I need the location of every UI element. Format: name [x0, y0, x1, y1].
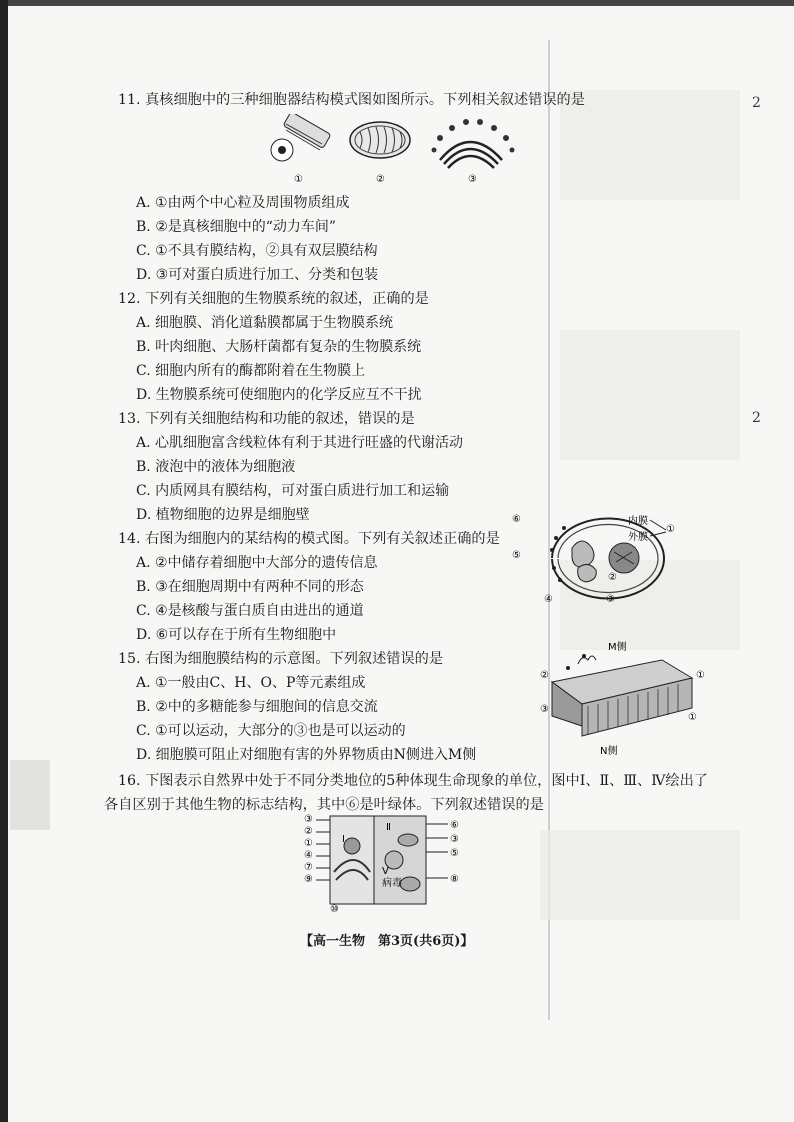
q13-option-a: A. 心肌细胞富含线粒体有利于其进行旺盛的代谢活动: [136, 435, 464, 451]
fig-label: ④: [544, 594, 553, 605]
q11-option-d: D. ③可对蛋白质进行加工、分类和包装: [136, 267, 379, 283]
fig-label: ②: [376, 174, 385, 185]
fig-label: ②: [304, 826, 313, 837]
fig-label: ②: [540, 670, 549, 681]
fig-label: ⑥: [450, 820, 459, 831]
question-14-stem: 14. 右图为细胞内的某结构的模式图。下列有关叙述正确的是: [118, 531, 500, 547]
fig-label: ⑧: [450, 874, 459, 885]
q14-option-d: D. ⑥可以存在于所有生物细胞中: [136, 627, 337, 643]
q13-option-d: D. 植物细胞的边界是细胞壁: [136, 507, 310, 523]
q12-option-d: D. 生物膜系统可使细胞内的化学反应互不干扰: [136, 387, 422, 403]
fig-label: ③: [450, 834, 459, 845]
fig-label: 外膜: [628, 532, 648, 543]
golgi-drawing: [432, 119, 515, 168]
q15-option-a: A. ①一般由C、H、O、P等元素组成: [136, 675, 366, 691]
q12-option-b: B. 叶肉细胞、大肠杆菌都有复杂的生物膜系统: [136, 339, 422, 355]
fig-label: 内膜: [628, 516, 648, 527]
fig-label: ①: [666, 524, 675, 535]
q12-option-a: A. 细胞膜、消化道黏膜都属于生物膜系统: [136, 315, 394, 331]
q14-option-c: C. ④是核酸与蛋白质自由进出的通道: [136, 603, 364, 619]
q13-option-b: B. 液泡中的液体为细胞液: [136, 459, 296, 475]
fig-label: ①: [304, 838, 313, 849]
q11-organelles-figure: [262, 114, 532, 186]
bleed-through-region: [560, 330, 740, 460]
q11-option-b: B. ②是真核细胞中的“动力车间”: [136, 219, 337, 235]
edge-mark: 2: [752, 95, 761, 111]
roman-label: Ⅰ: [342, 834, 345, 845]
q15-option-d: D. 细胞膜可阻止对细胞有害的外界物质由N侧进入M侧: [136, 747, 477, 763]
fig-label: N侧: [600, 746, 618, 757]
roman-label: Ⅱ: [386, 822, 391, 833]
fig-label: ④: [304, 850, 313, 861]
question-12-stem: 12. 下列有关细胞的生物膜系统的叙述，正确的是: [118, 291, 429, 307]
fig-label: M侧: [608, 642, 627, 653]
fig-label: ③: [304, 814, 313, 825]
question-16-stem-line-1: 16. 下图表示自然界中处于不同分类地位的5种体现生命现象的单位，图中Ⅰ、Ⅱ、Ⅲ、Ⅳ绘出了: [118, 773, 708, 789]
fig-label: ②: [608, 572, 617, 583]
fig-label: ⑩: [330, 904, 339, 914]
question-16-stem-line-2: 各自区别于其他生物的标志结构，其中⑥是叶绿体。下列叙述错误的是: [104, 797, 544, 813]
q15-option-b: B. ②中的多糖能参与细胞间的信息交流: [136, 699, 378, 715]
scan-edge-top: [0, 0, 794, 6]
q14-nucleus-figure: [512, 508, 682, 608]
fig-label: ①: [688, 712, 697, 723]
question-15-stem: 15. 右图为细胞膜结构的示意图。下列叙述错误的是: [118, 651, 444, 667]
q11-option-a: A. ①由两个中心粒及周围物质组成: [136, 195, 350, 211]
virus-label: 病毒: [382, 878, 402, 889]
fig-label: ③: [606, 594, 615, 605]
bleed-through-region: [10, 760, 50, 830]
q15-option-c: C. ①可以运动，大部分的③也是可以运动的: [136, 723, 406, 739]
page-footer: 【高一生物 第3页(共6页)】: [300, 934, 474, 949]
fig-label: ①: [294, 174, 303, 185]
fig-label: ③: [540, 704, 549, 715]
question-11-stem: 11. 真核细胞中的三种细胞器结构模式图如图所示。下列相关叙述错误的是: [118, 92, 585, 108]
roman-label: Ⅴ: [382, 866, 389, 877]
fig-label: ⑨: [304, 874, 313, 885]
scan-edge-left: [0, 0, 8, 1122]
q12-option-c: C. 细胞内所有的酶都附着在生物膜上: [136, 363, 366, 379]
fig-label: ③: [468, 174, 477, 185]
edge-mark: 2: [752, 410, 761, 426]
q14-option-a: A. ②中储存着细胞中大部分的遗传信息: [136, 555, 378, 571]
q14-option-b: B. ③在细胞周期中有两种不同的形态: [136, 579, 364, 595]
mitochondrion-drawing: [350, 122, 410, 158]
q15-membrane-figure: [538, 638, 708, 758]
q16-cells-figure: [300, 810, 470, 914]
bleed-through-region: [540, 830, 740, 920]
centriole-drawing: [271, 114, 331, 161]
bleed-through-region: [560, 90, 740, 200]
fig-label: ⑤: [450, 848, 459, 859]
q11-option-c: C. ①不具有膜结构，②具有双层膜结构: [136, 243, 378, 259]
question-13-stem: 13. 下列有关细胞结构和功能的叙述，错误的是: [118, 411, 415, 427]
fig-label: ⑤: [512, 550, 521, 561]
fig-label: ⑦: [304, 862, 313, 873]
fig-label: ⑥: [512, 514, 521, 525]
q13-option-c: C. 内质网具有膜结构，可对蛋白质进行加工和运输: [136, 483, 450, 499]
fig-label: ①: [696, 670, 705, 681]
